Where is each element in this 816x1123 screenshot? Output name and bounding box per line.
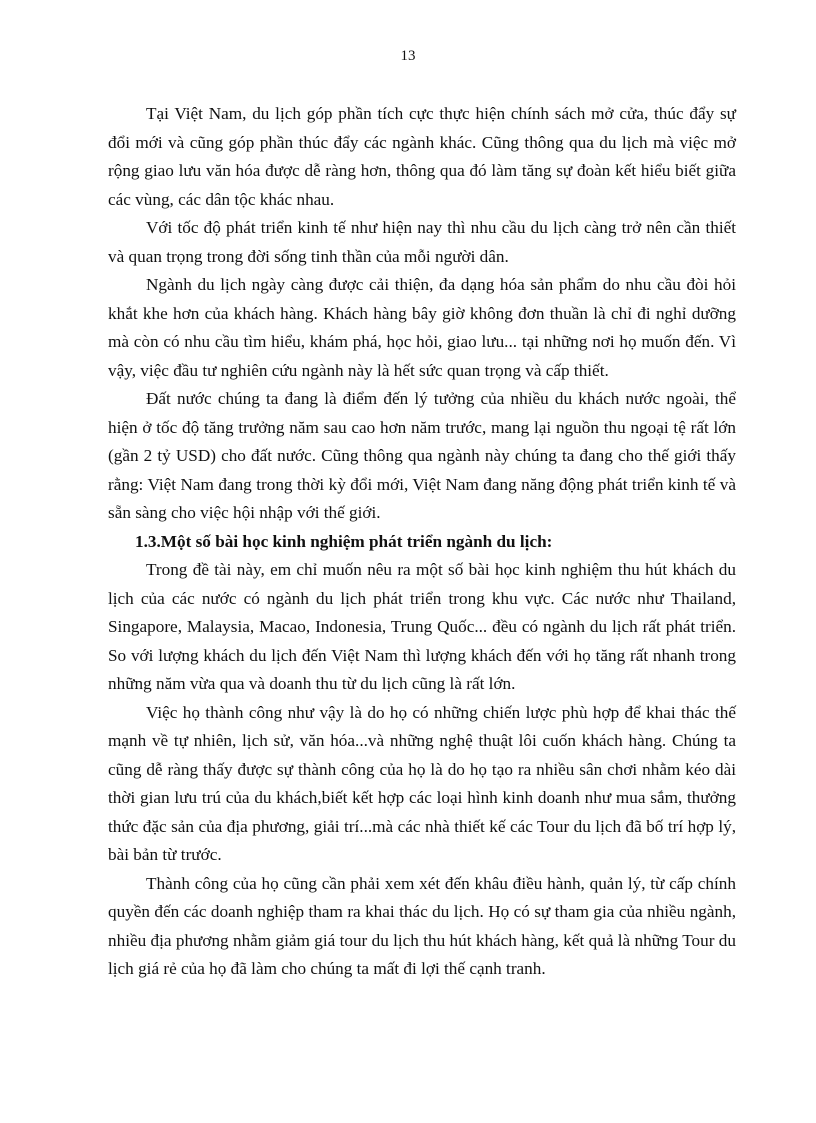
document-body xyxy=(108,100,736,984)
paragraph-management: Thành công của họ cũng cần phải xem xét đến khâu điều hành, quản lý, từ cấp chính quyền đến các doanh nghiệp tham ra khai thác du lịch. Họ có sự tham gia của nhiều ngành, nhiều địa phương nhằm giảm giá tour du lịch thu hút khách hàng, kết quả là những Tour du lịch giá rẻ của họ đã làm cho chúng ta mất đi lợi thế cạnh tranh. xyxy=(108,873,736,978)
paragraph-regional-lessons: Trong đề tài này, em chỉ muốn nêu ra một số bài học kinh nghiệm thu hút khách du lịch của các nước có ngành du lịch phát triển trong khu vực. Các nước như Thailand, Singapore, Malaysia, Macao, Indonesia, Trung Quốc... đều có ngành du lịch rất phát triển. So với lượng khách du lịch đến Việt Nam thì lượng khách đến với họ tăng rất nhanh trong những năm vừa qua và doanh thu từ du lịch cũng là rất lớn. xyxy=(108,560,736,693)
paragraph-tourism-openness: Tại Việt Nam, du lịch góp phần tích cực thực hiện chính sách mở cửa, thúc đẩy sự đổi mới và cũng góp phần thúc đẩy các ngành khác. Cũng thông qua du lịch mà việc mở rộng giao lưu văn hóa được dễ ràng hơn, thông qua đó làm tăng sự đoàn kết hiểu biết giữa các vùng, các dân tộc khác nhau. xyxy=(108,104,736,209)
paragraph-industry-improvement: Ngành du lịch ngày càng được cải thiện, đa dạng hóa sản phẩm do nhu cầu đòi hỏi khắt khe hơn của khách hàng. Khách hàng bây giờ không đơn thuần là chỉ đi nghỉ dưỡng mà còn có nhu cầu tìm hiểu, khám phá, học hỏi, giao lưu... tại những nơi họ muốn đến. Vì vậy, việc đầu tư nghiên cứu ngành này là hết sức quan trọng và cấp thiết. xyxy=(108,275,736,380)
section-heading: 1.3.Một số bài học kinh nghiệm phát triển ngành du lịch: xyxy=(135,531,553,551)
page-number: 13 xyxy=(400,48,416,64)
paragraph-success-strategies: Việc họ thành công như vậy là do họ có những chiến lược phù hợp để khai thác thế mạnh về tự nhiên, lịch sử, văn hóa...và những nghệ thuật lôi cuốn khách hàng. Chúng ta cũng dễ ràng thấy được sự thành công của họ là do họ tạo ra nhiều sân chơi nhằm kéo dài thời gian lưu trú của du khách,biết kết hợp các loại hình kinh doanh như mua sắm, thưởng thức đặc sản của địa phương, giải trí...mà các nhà thiết kế các Tour du lịch đã bố trí hợp lý, bài bản từ trước. xyxy=(108,702,736,864)
paragraph-vietnam-destination: Đất nước chúng ta đang là điểm đến lý tưởng của nhiều du khách nước ngoài, thể hiện ở tốc độ tăng trưởng năm sau cao hơn năm trước, mang lại nguồn thu ngoại tệ rất lớn (gần 2 tỷ USD) cho đất nước. Cũng thông qua ngành này chúng ta đang cho thế giới thấy rằng: Việt Nam đang trong thời kỳ đổi mới, Việt Nam đang năng động phát triển kinh tế và sẵn sàng cho việc hội nhập với thế giới. xyxy=(108,389,736,522)
paragraph-tourism-demand: Với tốc độ phát triển kinh tế như hiện nay thì nhu cầu du lịch càng trở nên cần thiết và quan trọng trong đời sống tinh thần của mỗi người dân. xyxy=(108,218,736,266)
